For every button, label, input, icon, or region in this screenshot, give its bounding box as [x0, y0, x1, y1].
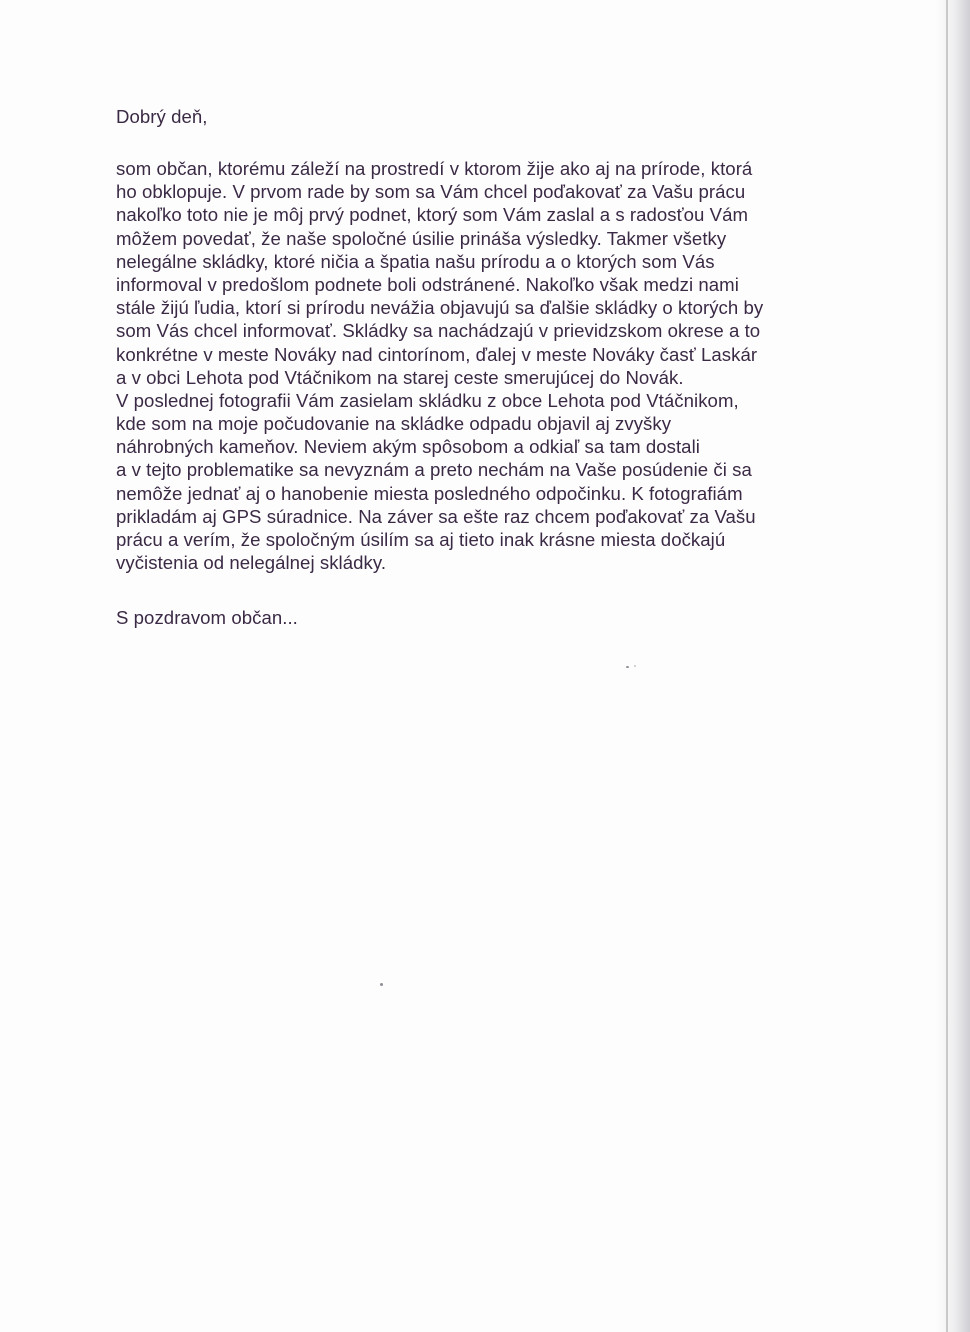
letter-line: stále žijú ľudia, ktorí si prírodu nevážia objavujú sa ďalšie skládky o ktorých by — [116, 297, 764, 319]
letter-line: náhrobných kameňov. Neviem akým spôsobom a odkiaľ sa tam dostali — [116, 436, 700, 458]
letter-body — [116, 157, 763, 574]
letter-line: konkrétne v meste Nováky nad cintorínom, ďalej v meste Nováky časť Laskár — [116, 343, 758, 365]
letter-line: nakoľko toto nie je môj prvý podnet, ktorý som Vám zaslal a s radosťou Vám — [116, 204, 749, 226]
paper-edge-line — [946, 0, 948, 1332]
letter-line: prikladám aj GPS súradnice. Na záver sa ešte raz chcem poďakovať za Vašu — [116, 505, 756, 527]
letter-line: a v obci Lehota pod Vtáčnikom na starej ceste smerujúcej do Novák. — [116, 366, 684, 388]
paper-edge-shadow — [936, 0, 970, 1332]
letter-line: nemôže jednať aj o hanobenie miesta posledného odpočinku. K fotografiám — [116, 482, 743, 504]
letter-line: informoval v predošlom podnete boli odstránené. Nakoľko však medzi nami — [116, 273, 739, 295]
letter-line: kde som na moje počudovanie na skládke odpadu objavil aj zvyšky — [116, 413, 672, 435]
scan-speck — [626, 666, 629, 668]
letter-line: som občan, ktorému záleží na prostredí v ktorom žije ako aj na prírode, ktorá — [116, 158, 753, 179]
letter-line: ho obklopuje. V prvom rade by som sa Vám chcel poďakovať za Vašu prácu — [116, 181, 746, 203]
letter-signoff: S pozdravom občan... — [116, 607, 298, 628]
letter-line: som Vás chcel informovať. Skládky sa nachádzajú v prievidzskom okrese a to — [116, 320, 761, 342]
scan-speck — [634, 665, 636, 667]
scan-speck — [380, 983, 383, 986]
letter-line: vyčistenia od nelegálnej skládky. — [116, 552, 387, 574]
letter-line: a v tejto problematike sa nevyznám a preto nechám na Vaše posúdenie či sa — [116, 459, 752, 481]
letter-greeting: Dobrý deň, — [116, 106, 208, 127]
letter-line: prácu a verím, že spoločným úsilím sa aj tieto inak krásne miesta dočkajú — [116, 529, 726, 550]
letter-line: môžem povedať, že naše spoločné úsilie prináša výsledky. Takmer všetky — [116, 227, 727, 249]
letter-line: nelegálne skládky, ktoré ničia a špatia našu prírodu a o ktorých som Vás — [116, 250, 715, 272]
letter-line: V poslednej fotografii Vám zasielam skládku z obce Lehota pod Vtáčnikom, — [116, 389, 739, 411]
